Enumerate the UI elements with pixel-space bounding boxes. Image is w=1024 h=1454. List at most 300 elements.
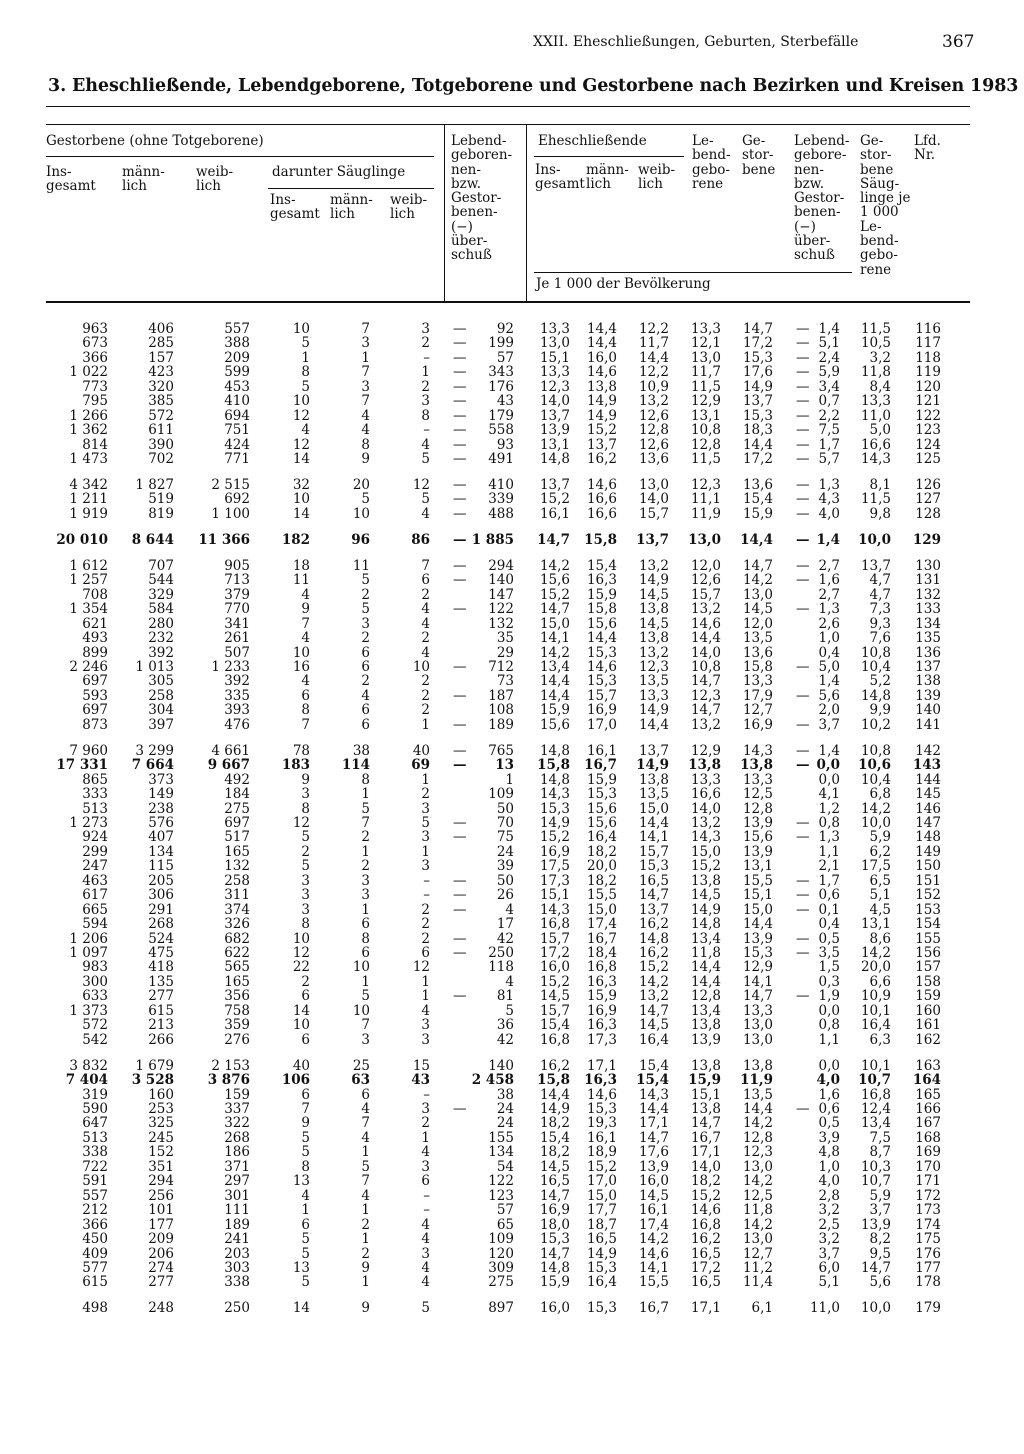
cell-ueberschuss-rate: 0,5: [818, 1115, 840, 1132]
minus-sign-ueberschuss: —: [453, 687, 467, 704]
cell-lebendgeborene-rate: 13,4: [690, 1002, 721, 1019]
cell-ueberschuss: 1 885: [471, 531, 514, 548]
cell-ehe-maennlich: 14,6: [586, 658, 617, 675]
cell-saeuglinge-maennlich: 1: [361, 1144, 370, 1161]
cell-saeuglinge-insgesamt: 5: [301, 1274, 310, 1291]
minus-sign-ueberschuss: —: [453, 930, 467, 947]
cell-ueberschuss: 50: [496, 872, 514, 889]
minus-sign-ueberschuss: —: [453, 945, 467, 961]
cell-ueberschuss: 343: [488, 364, 514, 381]
cell-gestorbene-maennlich: 7 664: [131, 757, 174, 774]
cell-saeuglinge-insgesamt: 3: [301, 786, 310, 803]
cell-saeuglinge-weiblich: 2: [421, 378, 430, 395]
cell-gestorbene-rate: 15,8: [742, 658, 773, 675]
cell-gestorbene-insgesamt: 577: [82, 1259, 108, 1276]
cell-ehe-maennlich: 15,3: [586, 1101, 617, 1117]
cell-gestorbene-maennlich: 544: [148, 572, 174, 589]
cell-lfd-nr: 123: [915, 422, 941, 439]
cell-ehe-insgesamt: 15,7: [539, 1002, 570, 1019]
cell-lfd-nr: 160: [915, 1002, 941, 1019]
cell-ueberschuss: 339: [488, 491, 514, 508]
cell-gestorbene-maennlich: 306: [148, 887, 174, 904]
cell-gestorbene-weiblich: 424: [224, 436, 250, 453]
cell-saeuglinge-weiblich: 3: [421, 1017, 430, 1034]
cell-saeuglinge-rate: 14,7: [860, 1259, 891, 1276]
cell-saeuglinge-maennlich: 8: [361, 436, 370, 453]
cell-ehe-maennlich: 16,2: [586, 451, 617, 468]
cell-lfd-nr: 148: [915, 829, 941, 846]
cell-saeuglinge-maennlich: 8: [361, 930, 370, 947]
cell-lfd-nr: 170: [915, 1158, 941, 1175]
cell-gestorbene-weiblich: 682: [224, 930, 250, 947]
cell-saeuglinge-insgesamt: 13: [292, 1173, 310, 1190]
cell-saeuglinge-rate: 3,2: [869, 349, 891, 366]
cell-gestorbene-insgesamt: 333: [82, 786, 108, 803]
cell-lebendgeborene-rate: 13,2: [690, 601, 721, 618]
cell-saeuglinge-maennlich: 6: [361, 644, 370, 661]
cell-ueberschuss-rate: 1,1: [818, 1031, 840, 1048]
cell-ehe-maennlich: 15,9: [586, 586, 617, 603]
cell-saeuglinge-insgesamt: 78: [292, 742, 310, 759]
minus-sign-ueberschuss-rate: —: [796, 901, 810, 918]
cell-lfd-nr: 120: [915, 378, 941, 395]
cell-ueberschuss: 765: [488, 742, 514, 759]
cell-saeuglinge-rate: 10,1: [860, 1057, 891, 1074]
cell-saeuglinge-rate: 10,8: [860, 644, 891, 661]
cell-ehe-maennlich: 16,7: [586, 930, 617, 947]
cell-saeuglinge-insgesamt: 4: [301, 422, 310, 439]
cell-ueberschuss: 17: [496, 916, 514, 933]
cell-gestorbene-weiblich: 337: [224, 1101, 250, 1117]
cell-saeuglinge-weiblich: 1: [421, 364, 430, 381]
cell-gestorbene-weiblich: 770: [224, 601, 250, 618]
cell-lebendgeborene-rate: 13,8: [690, 1101, 721, 1117]
cell-ehe-weiblich: 15,0: [638, 800, 669, 817]
cell-saeuglinge-rate: 5,9: [869, 1187, 891, 1204]
cell-ehe-weiblich: 13,6: [638, 451, 669, 468]
cell-ehe-weiblich: 13,2: [638, 393, 669, 410]
cell-ehe-insgesamt: 16,9: [539, 843, 570, 860]
cell-ueberschuss-rate: 2,4: [818, 349, 840, 366]
cell-gestorbene-insgesamt: 593: [82, 687, 108, 704]
cell-ehe-weiblich: 14,1: [638, 1259, 669, 1276]
cell-lfd-nr: 164: [912, 1072, 941, 1089]
cell-saeuglinge-maennlich: 6: [361, 1086, 370, 1103]
cell-ehe-weiblich: 13,8: [638, 630, 669, 647]
cell-ehe-weiblich: 15,7: [638, 505, 669, 522]
cell-ehe-maennlich: 18,9: [586, 1144, 617, 1161]
cell-gestorbene-insgesamt: 338: [82, 1144, 108, 1161]
cell-ehe-insgesamt: 15,8: [537, 757, 570, 774]
cell-saeuglinge-weiblich: 4: [421, 644, 430, 661]
cell-gestorbene-maennlich: 238: [148, 800, 174, 817]
cell-gestorbene-weiblich: 132: [224, 858, 250, 875]
cell-lfd-nr: 122: [915, 407, 941, 424]
cell-ueberschuss-rate: 1,2: [818, 800, 840, 817]
cell-ehe-maennlich: 15,2: [586, 422, 617, 439]
cell-ehe-maennlich: 15,2: [586, 1158, 617, 1175]
cell-ueberschuss: 24: [496, 1101, 514, 1117]
cell-lfd-nr: 174: [915, 1216, 941, 1233]
cell-ehe-weiblich: 14,7: [638, 1129, 669, 1146]
cell-gestorbene-maennlich: 584: [148, 601, 174, 618]
cell-ueberschuss: 109: [488, 1231, 514, 1248]
cell-gestorbene-rate: 15,3: [742, 945, 773, 961]
cell-gestorbene-insgesamt: 1 362: [69, 422, 108, 439]
cell-gestorbene-insgesamt: 3 832: [69, 1057, 108, 1074]
cell-gestorbene-weiblich: 338: [224, 1274, 250, 1291]
cell-saeuglinge-rate: 14,2: [860, 800, 891, 817]
cell-saeuglinge-rate: 14,8: [860, 687, 891, 704]
cell-ehe-weiblich: 11,7: [638, 335, 669, 352]
cell-gestorbene-weiblich: 184: [224, 786, 250, 803]
cell-lfd-nr: 129: [912, 531, 941, 548]
cell-ueberschuss: 43: [496, 393, 514, 410]
cell-gestorbene-rate: 17,6: [742, 364, 773, 381]
cell-lfd-nr: 131: [915, 572, 941, 589]
cell-ueberschuss-rate: 1,3: [818, 829, 840, 846]
cell-lfd-nr: 124: [915, 436, 941, 453]
cell-lebendgeborene-rate: 17,2: [690, 1259, 721, 1276]
cell-gestorbene-rate: 13,6: [742, 477, 773, 493]
cell-gestorbene-weiblich: 326: [224, 916, 250, 933]
cell-ehe-insgesamt: 14,3: [539, 786, 570, 803]
cell-saeuglinge-rate: 10,0: [860, 1300, 891, 1317]
cell-ueberschuss-rate: 4,3: [818, 491, 840, 508]
cell-ueberschuss: 712: [488, 658, 514, 675]
cell-ehe-weiblich: 15,7: [638, 843, 669, 860]
cell-gestorbene-weiblich: 276: [224, 1031, 250, 1048]
cell-lfd-nr: 177: [915, 1259, 941, 1276]
cell-gestorbene-rate: 14,3: [742, 742, 773, 759]
cell-ueberschuss-rate: 4,0: [818, 1173, 840, 1190]
cell-lebendgeborene-rate: 15,1: [690, 1086, 721, 1103]
cell-ueberschuss: 2 458: [471, 1072, 514, 1089]
cell-ehe-maennlich: 16,3: [586, 973, 617, 990]
cell-gestorbene-weiblich: 476: [224, 716, 250, 733]
cell-saeuglinge-maennlich: 6: [361, 702, 370, 719]
minus-sign-ueberschuss-rate: —: [796, 716, 810, 733]
cell-lebendgeborene-rate: 10,8: [690, 658, 721, 675]
cell-gestorbene-rate: 13,9: [742, 843, 773, 860]
cell-gestorbene-weiblich: 410: [224, 393, 250, 410]
cell-lebendgeborene-rate: 13,2: [690, 716, 721, 733]
cell-saeuglinge-maennlich: 6: [361, 945, 370, 961]
minus-sign-ueberschuss: —: [453, 757, 467, 774]
cell-gestorbene-weiblich: 392: [224, 673, 250, 690]
cell-ueberschuss-rate: 3,2: [818, 1202, 840, 1219]
cell-lfd-nr: 130: [915, 557, 941, 574]
cell-saeuglinge-insgesamt: 8: [301, 800, 310, 817]
cell-gestorbene-maennlich: 157: [148, 349, 174, 366]
cell-saeuglinge-maennlich: 10: [352, 959, 370, 976]
cell-gestorbene-maennlich: 3 299: [135, 742, 174, 759]
cell-saeuglinge-rate: 10,5: [860, 335, 891, 352]
cell-gestorbene-insgesamt: 865: [82, 771, 108, 788]
cell-gestorbene-insgesamt: 722: [82, 1158, 108, 1175]
cell-ehe-maennlich: 13,7: [586, 436, 617, 453]
cell-gestorbene-rate: 17,2: [742, 335, 773, 352]
cell-saeuglinge-insgesamt: 4: [301, 1187, 310, 1204]
cell-ehe-weiblich: 16,2: [638, 945, 669, 961]
cell-gestorbene-insgesamt: 513: [82, 800, 108, 817]
cell-ehe-maennlich: 16,3: [586, 1017, 617, 1034]
cell-gestorbene-rate: 14,2: [742, 1216, 773, 1233]
cell-lebendgeborene-rate: 14,6: [690, 1202, 721, 1219]
cell-saeuglinge-maennlich: 9: [361, 1259, 370, 1276]
cell-saeuglinge-maennlich: 96: [351, 531, 370, 548]
cell-gestorbene-insgesamt: 300: [82, 973, 108, 990]
cell-ueberschuss-rate: 5,1: [818, 335, 840, 352]
cell-saeuglinge-rate: 12,4: [860, 1101, 891, 1117]
cell-saeuglinge-insgesamt: 8: [301, 1158, 310, 1175]
cell-ehe-maennlich: 17,7: [586, 1202, 617, 1219]
cell-saeuglinge-insgesamt: 22: [292, 959, 310, 976]
cell-gestorbene-weiblich: 165: [224, 973, 250, 990]
cell-ehe-maennlich: 17,0: [586, 716, 617, 733]
cell-saeuglinge-insgesamt: 10: [292, 393, 310, 410]
cell-ehe-weiblich: 14,2: [638, 1231, 669, 1248]
cell-ehe-maennlich: 16,6: [586, 505, 617, 522]
header-ehe-insgesamt: Ins- gesamt: [535, 162, 585, 193]
cell-gestorbene-insgesamt: 20 010: [56, 531, 108, 548]
cell-gestorbene-rate: 14,7: [742, 988, 773, 1005]
cell-saeuglinge-weiblich: 7: [421, 557, 430, 574]
cell-saeuglinge-insgesamt: 6: [301, 1086, 310, 1103]
cell-ehe-weiblich: 15,5: [638, 1274, 669, 1291]
cell-gestorbene-insgesamt: 1 919: [69, 505, 108, 522]
cell-saeuglinge-rate: 13,9: [860, 1216, 891, 1233]
minus-sign-ueberschuss: —: [453, 716, 467, 733]
cell-ueberschuss: 250: [488, 945, 514, 961]
cell-gestorbene-insgesamt: 814: [82, 436, 108, 453]
cell-saeuglinge-maennlich: 4: [361, 422, 370, 439]
cell-saeuglinge-maennlich: 5: [361, 572, 370, 589]
cell-gestorbene-maennlich: 152: [148, 1144, 174, 1161]
cell-gestorbene-maennlich: 285: [148, 335, 174, 352]
cell-lebendgeborene-rate: 13,9: [690, 1031, 721, 1048]
cell-ueberschuss: 189: [488, 716, 514, 733]
header-ueberschuss-rate: Lebend- gebore- nen- bzw. Gestor- benen- (−) über- schuß: [794, 133, 850, 264]
cell-lebendgeborene-rate: 14,6: [690, 615, 721, 632]
cell-saeuglinge-insgesamt: 1: [301, 1202, 310, 1219]
cell-gestorbene-rate: 11,9: [740, 1072, 773, 1089]
cell-gestorbene-rate: 14,2: [742, 1173, 773, 1190]
minus-sign-ueberschuss: —: [453, 321, 467, 337]
cell-ehe-insgesamt: 14,9: [539, 814, 570, 831]
cell-ueberschuss-rate: 0,3: [818, 973, 840, 990]
cell-gestorbene-maennlich: 177: [148, 1216, 174, 1233]
cell-saeuglinge-weiblich: 2: [421, 702, 430, 719]
cell-ehe-insgesamt: 14,5: [539, 1158, 570, 1175]
cell-gestorbene-weiblich: 393: [224, 702, 250, 719]
cell-lfd-nr: 159: [915, 988, 941, 1005]
cell-ehe-weiblich: 13,2: [638, 644, 669, 661]
cell-gestorbene-weiblich: 374: [224, 901, 250, 918]
minus-sign-ueberschuss: —: [453, 531, 467, 548]
cell-ueberschuss-rate: 1,6: [818, 1086, 840, 1103]
cell-ehe-insgesamt: 14,9: [539, 1101, 570, 1117]
cell-saeuglinge-insgesamt: 6: [301, 1031, 310, 1048]
cell-ehe-insgesamt: 16,0: [539, 959, 570, 976]
cell-ehe-insgesamt: 14,8: [539, 771, 570, 788]
cell-ehe-maennlich: 16,3: [586, 572, 617, 589]
cell-saeuglinge-insgesamt: 183: [281, 757, 310, 774]
cell-saeuglinge-insgesamt: 13: [292, 1259, 310, 1276]
cell-ehe-maennlich: 16,7: [584, 757, 617, 774]
cell-gestorbene-weiblich: 517: [224, 829, 250, 846]
cell-gestorbene-maennlich: 1 827: [135, 477, 174, 493]
cell-saeuglinge-weiblich: –: [423, 1202, 430, 1219]
cell-saeuglinge-insgesamt: 182: [281, 531, 310, 548]
cell-saeuglinge-insgesamt: 14: [292, 451, 310, 468]
minus-sign-ueberschuss: —: [453, 335, 467, 352]
cell-ueberschuss-rate: 4,1: [818, 786, 840, 803]
cell-gestorbene-insgesamt: 1 612: [69, 557, 108, 574]
cell-ueberschuss-rate: 2,7: [818, 586, 840, 603]
cell-ueberschuss: 1: [505, 771, 514, 788]
minus-sign-ueberschuss: —: [453, 658, 467, 675]
cell-lebendgeborene-rate: 14,4: [690, 973, 721, 990]
cell-gestorbene-maennlich: 1 013: [135, 658, 174, 675]
cell-ehe-insgesamt: 17,2: [539, 945, 570, 961]
cell-saeuglinge-maennlich: 20: [352, 477, 370, 493]
cell-lebendgeborene-rate: 12,8: [690, 436, 721, 453]
cell-gestorbene-maennlich: 707: [148, 557, 174, 574]
cell-gestorbene-maennlich: 213: [148, 1017, 174, 1034]
cell-saeuglinge-weiblich: 6: [421, 1173, 430, 1190]
cell-ueberschuss: 81: [496, 988, 514, 1005]
cell-ehe-maennlich: 14,9: [586, 393, 617, 410]
cell-saeuglinge-weiblich: –: [423, 872, 430, 889]
cell-saeuglinge-weiblich: 1: [421, 1129, 430, 1146]
cell-gestorbene-insgesamt: 1 354: [69, 601, 108, 618]
cell-gestorbene-weiblich: 697: [224, 814, 250, 831]
cell-lebendgeborene-rate: 13,3: [690, 771, 721, 788]
cell-lfd-nr: 138: [915, 673, 941, 690]
cell-ehe-weiblich: 14,1: [638, 829, 669, 846]
cell-gestorbene-weiblich: 379: [224, 586, 250, 603]
cell-gestorbene-weiblich: 241: [224, 1231, 250, 1248]
cell-gestorbene-rate: 15,5: [742, 872, 773, 889]
cell-gestorbene-rate: 13,9: [742, 930, 773, 947]
cell-ehe-weiblich: 16,1: [638, 1202, 669, 1219]
cell-ueberschuss-rate: 0,4: [818, 644, 840, 661]
cell-ehe-weiblich: 12,8: [638, 422, 669, 439]
cell-ehe-insgesamt: 15,4: [539, 1017, 570, 1034]
minus-sign-ueberschuss: —: [453, 887, 467, 904]
cell-ehe-weiblich: 13,2: [638, 988, 669, 1005]
cell-saeuglinge-weiblich: 5: [421, 814, 430, 831]
cell-gestorbene-maennlich: 206: [148, 1245, 174, 1262]
cell-gestorbene-insgesamt: 557: [82, 1187, 108, 1204]
cell-ehe-maennlich: 15,0: [586, 1187, 617, 1204]
cell-saeuglinge-rate: 6,8: [869, 786, 891, 803]
cell-gestorbene-rate: 14,4: [742, 436, 773, 453]
cell-saeuglinge-rate: 11,0: [860, 407, 891, 424]
cell-gestorbene-insgesamt: 1 206: [69, 930, 108, 947]
cell-ueberschuss: 13: [495, 757, 514, 774]
cell-saeuglinge-rate: 5,9: [869, 829, 891, 846]
cell-saeuglinge-weiblich: 4: [421, 505, 430, 522]
cell-ehe-maennlich: 15,6: [586, 800, 617, 817]
cell-gestorbene-maennlich: 373: [148, 771, 174, 788]
cell-saeuglinge-insgesamt: 7: [301, 1101, 310, 1117]
cell-ueberschuss: 108: [488, 702, 514, 719]
minus-sign-ueberschuss: —: [453, 349, 467, 366]
cell-ehe-maennlich: 16,1: [586, 1129, 617, 1146]
cell-gestorbene-insgesamt: 1 097: [69, 945, 108, 961]
cell-ueberschuss: 42: [496, 930, 514, 947]
cell-gestorbene-weiblich: 301: [224, 1187, 250, 1204]
cell-saeuglinge-weiblich: –: [423, 887, 430, 904]
cell-ehe-insgesamt: 13,1: [539, 436, 570, 453]
cell-ehe-weiblich: 13,9: [638, 1158, 669, 1175]
cell-gestorbene-insgesamt: 621: [82, 615, 108, 632]
minus-sign-ueberschuss: —: [453, 505, 467, 522]
cell-saeuglinge-rate: 6,5: [869, 872, 891, 889]
cell-ehe-insgesamt: 13,3: [539, 321, 570, 337]
cell-ehe-insgesamt: 13,7: [539, 477, 570, 493]
cell-ehe-weiblich: 14,4: [638, 1101, 669, 1117]
cell-saeuglinge-rate: 3,7: [869, 1202, 891, 1219]
cell-lfd-nr: 156: [915, 945, 941, 961]
cell-gestorbene-weiblich: 159: [224, 1086, 250, 1103]
cell-ehe-maennlich: 15,4: [586, 557, 617, 574]
cell-gestorbene-insgesamt: 633: [82, 988, 108, 1005]
cell-gestorbene-rate: 15,9: [742, 505, 773, 522]
cell-gestorbene-insgesamt: 924: [82, 829, 108, 846]
cell-ehe-weiblich: 13,8: [638, 771, 669, 788]
cell-gestorbene-maennlich: 209: [148, 1231, 174, 1248]
cell-gestorbene-rate: 11,4: [742, 1274, 773, 1291]
cell-gestorbene-insgesamt: 873: [82, 716, 108, 733]
cell-ueberschuss-rate: 2,7: [818, 557, 840, 574]
vertical-rule-2: [526, 124, 527, 302]
cell-gestorbene-maennlich: 406: [148, 321, 174, 337]
cell-ehe-maennlich: 15,6: [586, 615, 617, 632]
cell-gestorbene-maennlich: 149: [148, 786, 174, 803]
cell-gestorbene-weiblich: 4 661: [211, 742, 250, 759]
cell-saeuglinge-weiblich: 3: [421, 1245, 430, 1262]
cell-saeuglinge-maennlich: 5: [361, 1158, 370, 1175]
cell-ehe-weiblich: 16,2: [638, 916, 669, 933]
cell-ehe-maennlich: 15,3: [586, 644, 617, 661]
cell-ehe-maennlich: 15,6: [586, 814, 617, 831]
cell-ueberschuss-rate: 2,6: [818, 615, 840, 632]
header-insgesamt: Ins- gesamt: [46, 164, 96, 195]
minus-sign-ueberschuss: —: [453, 901, 467, 918]
cell-saeuglinge-rate: 10,9: [860, 988, 891, 1005]
cell-gestorbene-rate: 13,3: [742, 771, 773, 788]
cell-ueberschuss-rate: 1,9: [818, 988, 840, 1005]
cell-saeuglinge-weiblich: 3: [421, 858, 430, 875]
cell-gestorbene-rate: 13,3: [742, 673, 773, 690]
cell-lebendgeborene-rate: 13,0: [690, 349, 721, 366]
cell-ehe-maennlich: 17,4: [586, 916, 617, 933]
cell-saeuglinge-weiblich: 8: [421, 407, 430, 424]
cell-ehe-insgesamt: 14,4: [539, 673, 570, 690]
cell-ehe-weiblich: 14,7: [638, 887, 669, 904]
cell-saeuglinge-insgesamt: 10: [292, 491, 310, 508]
cell-saeuglinge-maennlich: 1: [361, 786, 370, 803]
cell-saeuglinge-insgesamt: 5: [301, 829, 310, 846]
cell-saeuglinge-insgesamt: 5: [301, 1129, 310, 1146]
cell-ehe-insgesamt: 14,3: [539, 901, 570, 918]
cell-gestorbene-maennlich: 268: [148, 916, 174, 933]
cell-gestorbene-weiblich: 335: [224, 687, 250, 704]
cell-saeuglinge-maennlich: 6: [361, 658, 370, 675]
